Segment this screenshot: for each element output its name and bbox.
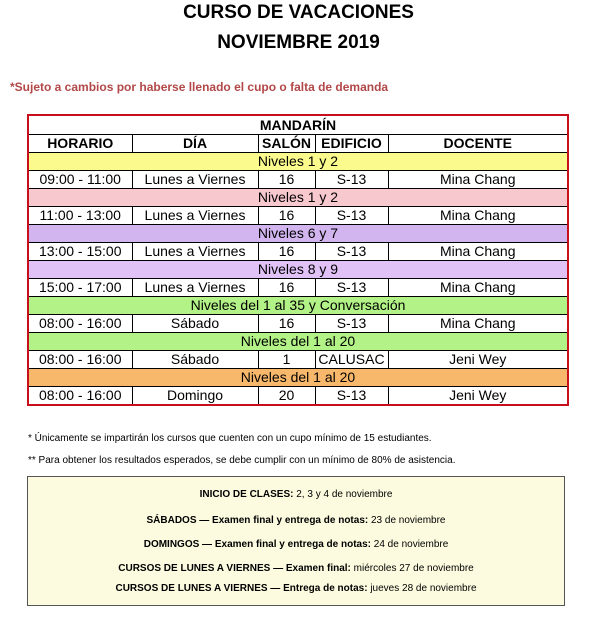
level-group-label: Niveles 1 y 2	[28, 189, 568, 207]
table-row	[28, 243, 568, 261]
column-header-docente: DOCENTE	[388, 135, 568, 153]
level-group-row	[28, 189, 568, 207]
schedule-table	[27, 114, 569, 406]
level-group-label: Niveles 8 y 9	[28, 261, 568, 279]
footnote-attendance: ** Para obtener los resultados esperados, se debe cumplir con un mínimo de 80% de asistencia.	[28, 455, 456, 466]
salon-cell: 16	[258, 171, 315, 189]
table-row	[28, 171, 568, 189]
info-label: CURSOS DE LUNES A VIERNES — Entrega de notas:	[115, 583, 368, 594]
edificio-cell: S-13	[315, 171, 388, 189]
level-group-row	[28, 153, 568, 171]
dia-cell: Lunes a Viernes	[132, 279, 258, 297]
edificio-cell: CALUSAC	[315, 351, 388, 369]
page-subtitle: NOVIEMBRE 2019	[217, 32, 380, 53]
column-header-horario: HORARIO	[28, 135, 132, 153]
docente-cell: Jeni Wey	[388, 351, 568, 369]
salon-cell: 16	[258, 315, 315, 333]
disclaimer-note: *Sujeto a cambios por haberse llenado el cupo o falta de demanda	[10, 80, 389, 94]
table-row	[28, 207, 568, 225]
column-header-edificio: EDIFICIO	[315, 135, 388, 153]
edificio-cell: S-13	[315, 279, 388, 297]
info-line-inicio	[28, 489, 564, 500]
key-dates-box	[27, 476, 565, 606]
docente-cell: Mina Chang	[388, 279, 568, 297]
info-value: 2, 3 y 4 de noviembre	[293, 489, 393, 500]
column-header-salon: SALÓN	[258, 135, 315, 153]
horario-cell: 15:00 - 17:00	[28, 279, 132, 297]
level-group-label: Niveles 1 y 2	[28, 153, 568, 171]
horario-cell: 09:00 - 11:00	[28, 171, 132, 189]
info-line-examen-lv	[28, 563, 564, 574]
edificio-cell: S-13	[315, 243, 388, 261]
docente-cell: Mina Chang	[388, 171, 568, 189]
level-group-row	[28, 369, 568, 387]
horario-cell: 13:00 - 15:00	[28, 243, 132, 261]
info-value: jueves 28 de noviembre	[367, 583, 477, 594]
table-row	[28, 279, 568, 297]
info-line-domingos	[28, 539, 564, 550]
docente-cell: Mina Chang	[388, 315, 568, 333]
horario-cell: 08:00 - 16:00	[28, 315, 132, 333]
footnote-minimum-students: * Únicamente se impartirán los cursos que cuenten con un cupo mínimo de 15 estudiantes.	[28, 433, 432, 444]
info-label: CURSOS DE LUNES A VIERNES — Examen final:	[118, 563, 351, 574]
docente-cell: Mina Chang	[388, 207, 568, 225]
info-line-sabados	[28, 515, 564, 526]
table-row	[28, 351, 568, 369]
salon-cell: 1	[258, 351, 315, 369]
table-header-row	[28, 135, 568, 153]
level-group-row	[28, 333, 568, 351]
info-value: 23 de noviembre	[368, 515, 446, 526]
level-group-row	[28, 225, 568, 243]
salon-cell: 16	[258, 279, 315, 297]
level-group-row	[28, 297, 568, 315]
level-group-label: Niveles del 1 al 20	[28, 333, 568, 351]
dia-cell: Lunes a Viernes	[132, 207, 258, 225]
info-value: 24 de noviembre	[371, 539, 449, 550]
table-row	[28, 315, 568, 333]
dia-cell: Domingo	[132, 387, 258, 406]
salon-cell: 16	[258, 207, 315, 225]
dia-cell: Lunes a Viernes	[132, 243, 258, 261]
edificio-cell: S-13	[315, 207, 388, 225]
edificio-cell: S-13	[315, 387, 388, 406]
info-label: SÁBADOS — Examen final y entrega de notas:	[146, 515, 369, 526]
table-row	[28, 387, 568, 406]
page-title: CURSO DE VACACIONES	[183, 2, 414, 23]
docente-cell: Jeni Wey	[388, 387, 568, 406]
horario-cell: 08:00 - 16:00	[28, 351, 132, 369]
horario-cell: 11:00 - 13:00	[28, 207, 132, 225]
edificio-cell: S-13	[315, 315, 388, 333]
table-title-row	[28, 115, 568, 135]
dia-cell: Lunes a Viernes	[132, 171, 258, 189]
dia-cell: Sábado	[132, 351, 258, 369]
level-group-label: Niveles 6 y 7	[28, 225, 568, 243]
horario-cell: 08:00 - 16:00	[28, 387, 132, 406]
column-header-dia: DÍA	[132, 135, 258, 153]
docente-cell: Mina Chang	[388, 243, 568, 261]
salon-cell: 20	[258, 387, 315, 406]
level-group-row	[28, 261, 568, 279]
table-title: MANDARÍN	[28, 115, 568, 135]
info-line-notas-lv	[28, 583, 564, 594]
level-group-label: Niveles del 1 al 20	[28, 369, 568, 387]
level-group-label: Niveles del 1 al 35 y Conversación	[28, 297, 568, 315]
info-value: miércoles 27 de noviembre	[350, 563, 474, 574]
dia-cell: Sábado	[132, 315, 258, 333]
info-label: DOMINGOS — Examen final y entrega de notas:	[143, 539, 371, 550]
info-label: INICIO DE CLASES:	[199, 489, 294, 500]
salon-cell: 16	[258, 243, 315, 261]
